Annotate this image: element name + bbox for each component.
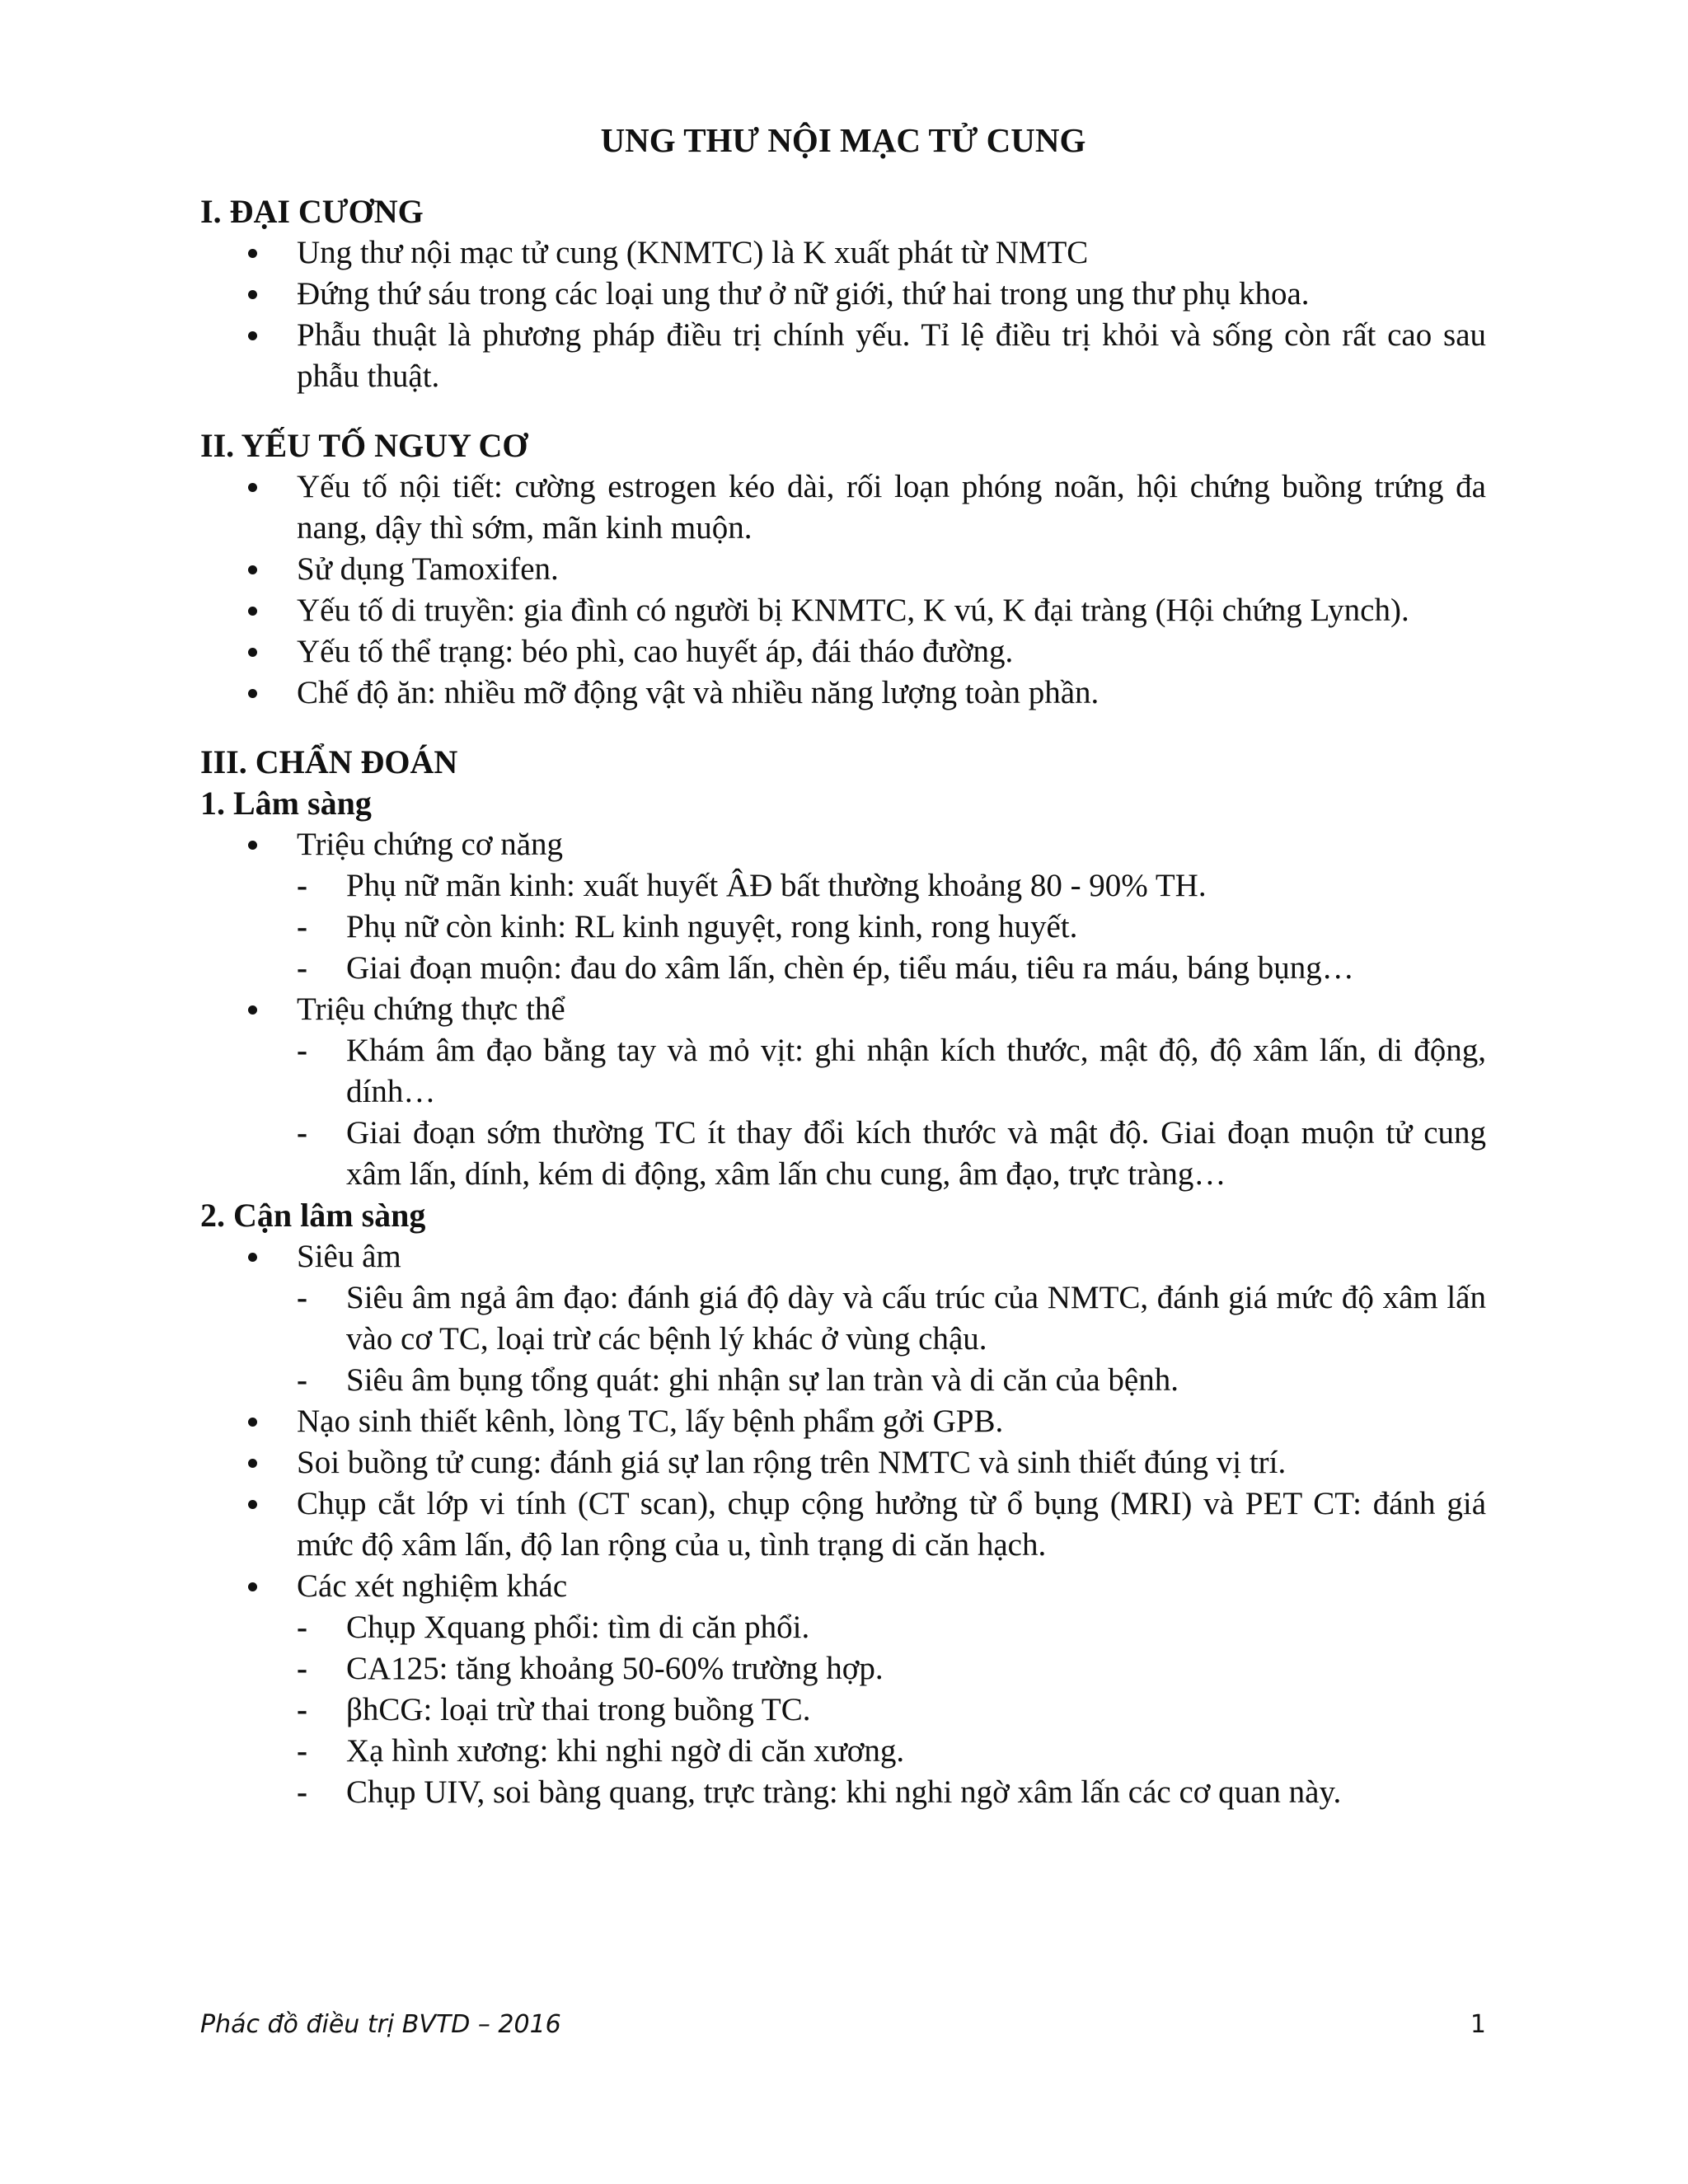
bullet-icon (248, 841, 257, 850)
list-item-text: Yếu tố thể trạng: béo phì, cao huyết áp, đái tháo đường. (297, 634, 1014, 669)
list-item-text: Chụp cắt lớp vi tính (CT scan), chụp cộng hưởng từ ổ bụng (MRI) và PET CT: đánh giá mức độ xâm lấn, độ lan rộng của u, tình trạng di căn hạch. (297, 1486, 1486, 1563)
section-dai-cuong (200, 191, 1486, 397)
bullet-icon (248, 1500, 257, 1509)
bullet-list (200, 1236, 1486, 1813)
sub-list-item (297, 1360, 1486, 1401)
dash-icon: - (297, 868, 307, 903)
list-item (200, 232, 1486, 274)
list-item (200, 1483, 1486, 1566)
list-item-text: Phẫu thuật là phương pháp điều trị chính yếu. Tỉ lệ điều trị khỏi và sống còn rất cao sau phẫu thuật. (297, 317, 1486, 394)
dash-icon: - (297, 1362, 307, 1398)
dash-icon: - (297, 1692, 307, 1727)
list-item (200, 1442, 1486, 1483)
sub-list-item (297, 948, 1486, 989)
bullet-icon (248, 290, 257, 299)
bullet-icon (248, 483, 257, 492)
sub-list-item (297, 907, 1486, 948)
sub-list-item (297, 1113, 1486, 1195)
dash-icon: - (297, 1115, 307, 1151)
sub-list-item-text: Siêu âm ngả âm đạo: đánh giá độ dày và cấu trúc của NMTC, đánh giá mức độ xâm lấn vào cơ TC, loại trừ các bệnh lý khác ở vùng chậu. (346, 1280, 1486, 1357)
sub-list-item (297, 1277, 1486, 1360)
list-item-text: Các xét nghiệm khác (297, 1568, 568, 1604)
sub-list-item-text: Xạ hình xương: khi nghi ngờ di căn xương. (346, 1733, 905, 1769)
dash-list (297, 865, 1486, 989)
list-item (200, 1236, 1486, 1401)
list-item-text: Triệu chứng cơ năng (297, 827, 564, 862)
page-number: 1 (1470, 2010, 1486, 2039)
list-item-text: Ung thư nội mạc tử cung (KNMTC) là K xuất phát từ NMTC (297, 235, 1089, 270)
sub-list-item (297, 1648, 1486, 1690)
bullet-list (200, 232, 1486, 397)
list-item-text: Nạo sinh thiết kênh, lòng TC, lấy bệnh phẩm gởi GPB. (297, 1404, 1004, 1439)
dash-icon: - (297, 1774, 307, 1810)
section-heading: III. CHẨN ĐOÁN (200, 743, 458, 780)
page-content (200, 115, 1486, 1841)
bullet-list (200, 466, 1486, 714)
bullet-icon (248, 1459, 257, 1468)
bullet-icon (248, 565, 257, 574)
sub-list-item-text: Khám âm đạo bằng tay và mỏ vịt: ghi nhận kích thước, mật độ, độ xâm lấn, di động, dính… (346, 1033, 1486, 1109)
footer-document-name: Phác đồ điều trị BVTD – 2016 (200, 2010, 561, 2039)
list-item-text: Chế độ ăn: nhiều mỡ động vật và nhiều năng lượng toàn phần. (297, 675, 1100, 710)
section-heading: II. YẾU TỐ NGUY CƠ (200, 427, 528, 464)
dash-list (297, 1030, 1486, 1195)
sub-list-item-text: CA125: tăng khoảng 50-60% trường hợp. (346, 1651, 884, 1686)
list-item (200, 989, 1486, 1195)
bullet-icon (248, 249, 257, 258)
list-item-text: Yếu tố nội tiết: cường estrogen kéo dài, rối loạn phóng noãn, hội chứng buồng trứng đa nang, dậy thì sớm, mãn kinh muộn. (297, 469, 1486, 546)
list-item-text: Siêu âm (297, 1239, 401, 1274)
list-item-text: Đứng thứ sáu trong các loại ung thư ở nữ giới, thứ hai trong ung thư phụ khoa. (297, 276, 1310, 312)
list-item-text: Yếu tố di truyền: gia đình có người bị KNMTC, K vú, K đại tràng (Hội chứng Lynch). (297, 593, 1409, 628)
sub-list-item (297, 1772, 1486, 1813)
bullet-list (200, 824, 1486, 1195)
list-item (200, 590, 1486, 631)
section-yeu-to-nguy-co (200, 425, 1486, 714)
sub-list-item (297, 1607, 1486, 1648)
sub-list-item (297, 1731, 1486, 1772)
list-item (200, 673, 1486, 714)
list-item (200, 631, 1486, 673)
dash-icon: - (297, 950, 307, 986)
sub-list-item-text: Giai đoạn muộn: đau do xâm lấn, chèn ép, tiểu máu, tiêu ra máu, báng bụng… (346, 950, 1354, 986)
bullet-icon (248, 648, 257, 657)
sub-list-item-text: Phụ nữ mãn kinh: xuất huyết ÂĐ bất thường khoảng 80 - 90% TH. (346, 868, 1207, 903)
list-item (200, 1566, 1486, 1813)
sub-list-item-text: Giai đoạn sớm thường TC ít thay đổi kích thước và mật độ. Giai đoạn muộn tử cung xâm lấn, dính, kém di động, xâm lấn chu cung, âm đạo, trực tràng… (346, 1115, 1486, 1192)
sub-list-item (297, 865, 1486, 907)
dash-icon: - (297, 1610, 307, 1645)
bullet-icon (248, 689, 257, 698)
bullet-icon (248, 1418, 257, 1427)
list-item-text: Triệu chứng thực thể (297, 991, 565, 1027)
dash-list (297, 1277, 1486, 1401)
list-item (200, 466, 1486, 549)
document-title: UNG THƯ NỘI MẠC TỬ CUNG (600, 121, 1086, 159)
list-item (200, 274, 1486, 315)
bullet-icon (248, 331, 257, 340)
sub-list-item-text: βhCG: loại trừ thai trong buồng TC. (346, 1692, 811, 1727)
dash-icon: - (297, 1733, 307, 1769)
bullet-icon (248, 1582, 257, 1591)
bullet-icon (248, 1005, 257, 1015)
subsection-heading-lam-sang: 1. Lâm sàng (200, 785, 372, 822)
bullet-icon (248, 607, 257, 616)
sub-list-item-text: Siêu âm bụng tổng quát: ghi nhận sự lan tràn và di căn của bệnh. (346, 1362, 1179, 1398)
sub-list-item-text: Chụp UIV, soi bàng quang, trực tràng: khi nghi ngờ xâm lấn các cơ quan này. (346, 1774, 1342, 1810)
sub-list-item-text: Chụp Xquang phổi: tìm di căn phổi. (346, 1610, 810, 1645)
section-heading: I. ĐẠI CƯƠNG (200, 193, 424, 230)
section-chan-doan (200, 742, 1486, 1813)
list-item (200, 1401, 1486, 1442)
list-item (200, 824, 1486, 989)
bullet-icon (248, 1253, 257, 1262)
list-item (200, 315, 1486, 397)
sub-list-item-text: Phụ nữ còn kinh: RL kinh nguyệt, rong kinh, rong huyết. (346, 909, 1078, 944)
dash-icon: - (297, 1651, 307, 1686)
dash-list (297, 1607, 1486, 1813)
list-item-text: Soi buồng tử cung: đánh giá sự lan rộng trên NMTC và sinh thiết đúng vị trí. (297, 1445, 1287, 1480)
sub-list-item (297, 1030, 1486, 1113)
dash-icon: - (297, 909, 307, 944)
dash-icon: - (297, 1280, 307, 1315)
list-item-text: Sử dụng Tamoxifen. (297, 551, 559, 587)
subsection-heading-can-lam-sang: 2. Cận lâm sàng (200, 1197, 426, 1234)
sub-list-item (297, 1690, 1486, 1731)
dash-icon: - (297, 1033, 307, 1068)
list-item (200, 549, 1486, 590)
